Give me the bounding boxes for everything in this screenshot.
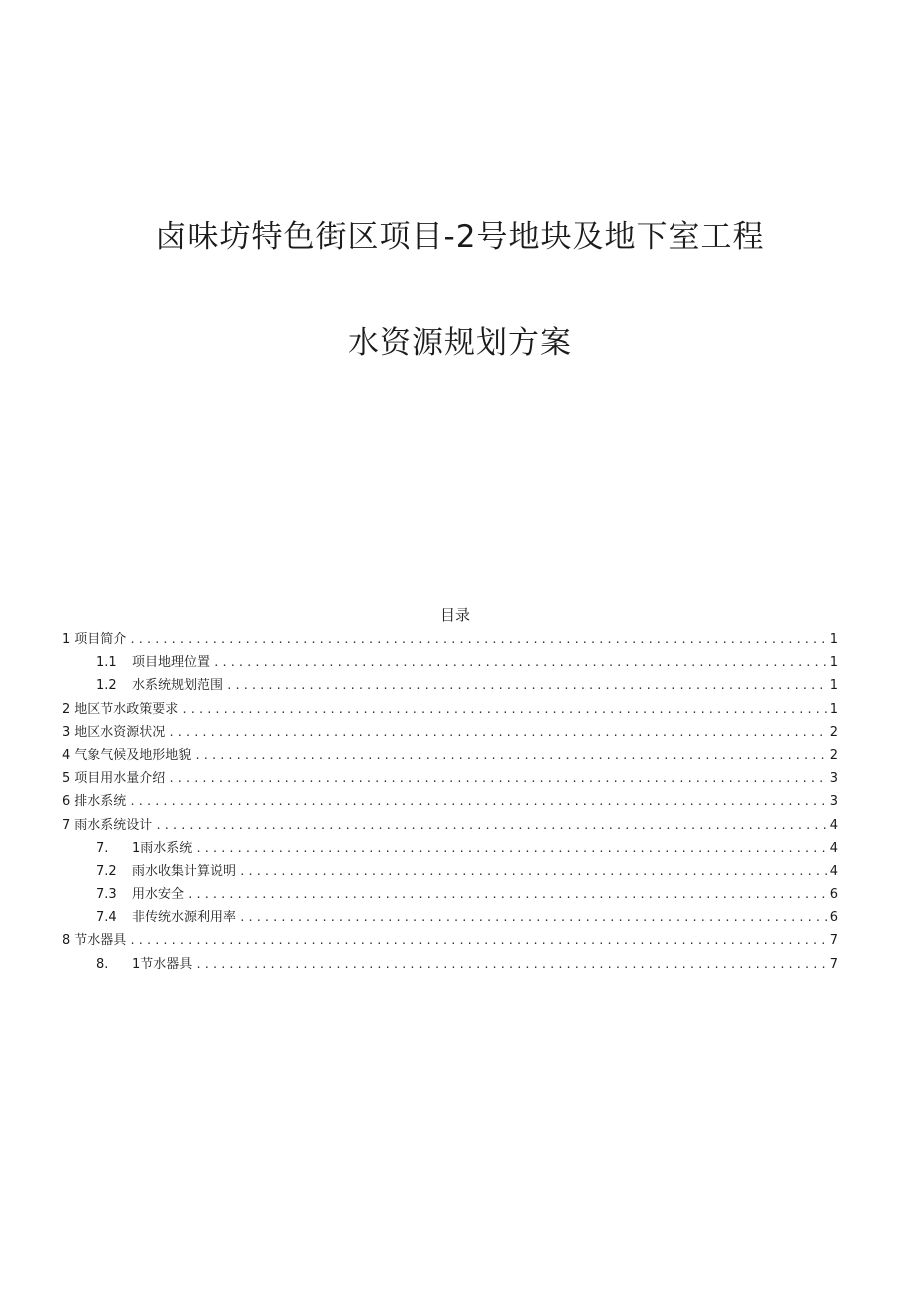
toc-entry-label: 项目用水量介绍 xyxy=(74,771,166,787)
toc-entry-6[interactable] xyxy=(62,790,838,813)
toc-dot-leader xyxy=(155,814,826,837)
toc-entry-number: 8 xyxy=(62,933,71,949)
toc-entry-number: 3 xyxy=(62,724,71,740)
toc-entry-7-1[interactable] xyxy=(62,837,838,860)
toc-entry-page: 2 xyxy=(829,724,838,740)
toc-entry-1-2[interactable] xyxy=(62,674,838,697)
toc-entry-page: 1 xyxy=(829,701,838,717)
toc-entry-number: 1 xyxy=(62,632,71,647)
toc-dot-leader xyxy=(181,698,826,721)
toc-entry-label: 排水系统 xyxy=(74,794,127,810)
toc-dot-leader xyxy=(213,651,827,674)
toc-entry-number: 7 xyxy=(62,817,71,833)
toc-entry-page: 3 xyxy=(829,794,838,810)
toc-dot-leader xyxy=(239,860,827,883)
toc-entry-page: 1 xyxy=(829,632,838,647)
toc-entry-page: 3 xyxy=(829,771,838,787)
toc-entry-8[interactable] xyxy=(62,929,838,952)
toc-entry-number: 7.3 xyxy=(96,887,117,903)
toc-entry-7-4[interactable] xyxy=(62,906,838,929)
toc-dot-leader xyxy=(168,767,826,790)
toc-entry-5[interactable] xyxy=(62,767,838,790)
toc-entry-label: 雨水收集计算说明 xyxy=(132,863,237,879)
toc-entry-number: 4 xyxy=(62,747,71,763)
toc-entry-1[interactable] xyxy=(62,628,838,651)
toc-entry-number: 7. xyxy=(96,840,109,856)
toc-entry-label: 1节水器具 xyxy=(132,956,193,972)
toc-entry-number: 6 xyxy=(62,794,71,810)
toc-dot-leader xyxy=(187,883,827,906)
toc-entry-page: 4 xyxy=(829,840,838,856)
toc-entry-4[interactable] xyxy=(62,744,838,767)
toc-dot-leader xyxy=(195,953,826,976)
toc-entry-label: 地区水资源状况 xyxy=(74,724,166,740)
toc-entry-number: 7.4 xyxy=(96,910,117,926)
toc-entry-number: 1.2 xyxy=(96,678,117,694)
toc-entry-page: 1 xyxy=(829,678,838,694)
toc-entry-7[interactable] xyxy=(62,814,838,837)
toc-entry-3[interactable] xyxy=(62,721,838,744)
toc-dot-leader xyxy=(129,929,826,952)
toc-entry-label: 项目简介 xyxy=(74,632,127,647)
toc-entry-page: 7 xyxy=(829,933,838,949)
table-of-contents xyxy=(62,628,838,976)
toc-entry-number: 7.2 xyxy=(96,863,117,879)
toc-entry-label: 气象气候及地形地貌 xyxy=(74,747,192,763)
toc-entry-2[interactable] xyxy=(62,698,838,721)
toc-entry-page: 4 xyxy=(829,863,838,879)
toc-dot-leader xyxy=(168,721,826,744)
toc-dot-leader xyxy=(129,790,826,813)
toc-entry-page: 6 xyxy=(829,910,838,926)
toc-dot-leader xyxy=(239,906,827,929)
toc-entry-label: 用水安全 xyxy=(132,887,185,903)
toc-entry-page: 4 xyxy=(829,817,838,833)
toc-entry-page: 6 xyxy=(829,887,838,903)
toc-dot-leader xyxy=(195,837,826,860)
toc-entry-page: 1 xyxy=(829,655,838,671)
toc-entry-7-2[interactable] xyxy=(62,860,838,883)
toc-dot-leader xyxy=(129,628,826,651)
toc-entry-7-3[interactable] xyxy=(62,883,838,906)
toc-dot-leader xyxy=(226,674,827,697)
toc-entry-label: 节水器具 xyxy=(74,933,127,949)
toc-entry-label: 1雨水系统 xyxy=(132,840,193,856)
toc-entry-label: 雨水系统设计 xyxy=(74,817,153,833)
toc-entry-page: 2 xyxy=(829,747,838,763)
toc-entry-label: 非传统水源利用率 xyxy=(132,910,237,926)
toc-entry-label: 水系统规划范围 xyxy=(132,678,224,694)
toc-entry-page: 7 xyxy=(829,956,838,972)
toc-entry-1-1[interactable] xyxy=(62,651,838,674)
toc-entry-label: 地区节水政策要求 xyxy=(74,701,179,717)
toc-heading: 目录 xyxy=(439,606,470,624)
document-subtitle: 水资源规划方案 xyxy=(348,325,572,361)
document-title: 卤味坊特色街区项目-2号地块及地下室工程 xyxy=(155,219,765,255)
toc-entry-label: 项目地理位置 xyxy=(132,655,211,671)
toc-entry-number: 8. xyxy=(96,956,109,972)
toc-entry-8-1[interactable] xyxy=(62,953,838,976)
toc-entry-number: 2 xyxy=(62,701,71,717)
toc-entry-number: 5 xyxy=(62,771,71,787)
toc-dot-leader xyxy=(194,744,826,767)
toc-entry-number: 1.1 xyxy=(96,655,117,671)
